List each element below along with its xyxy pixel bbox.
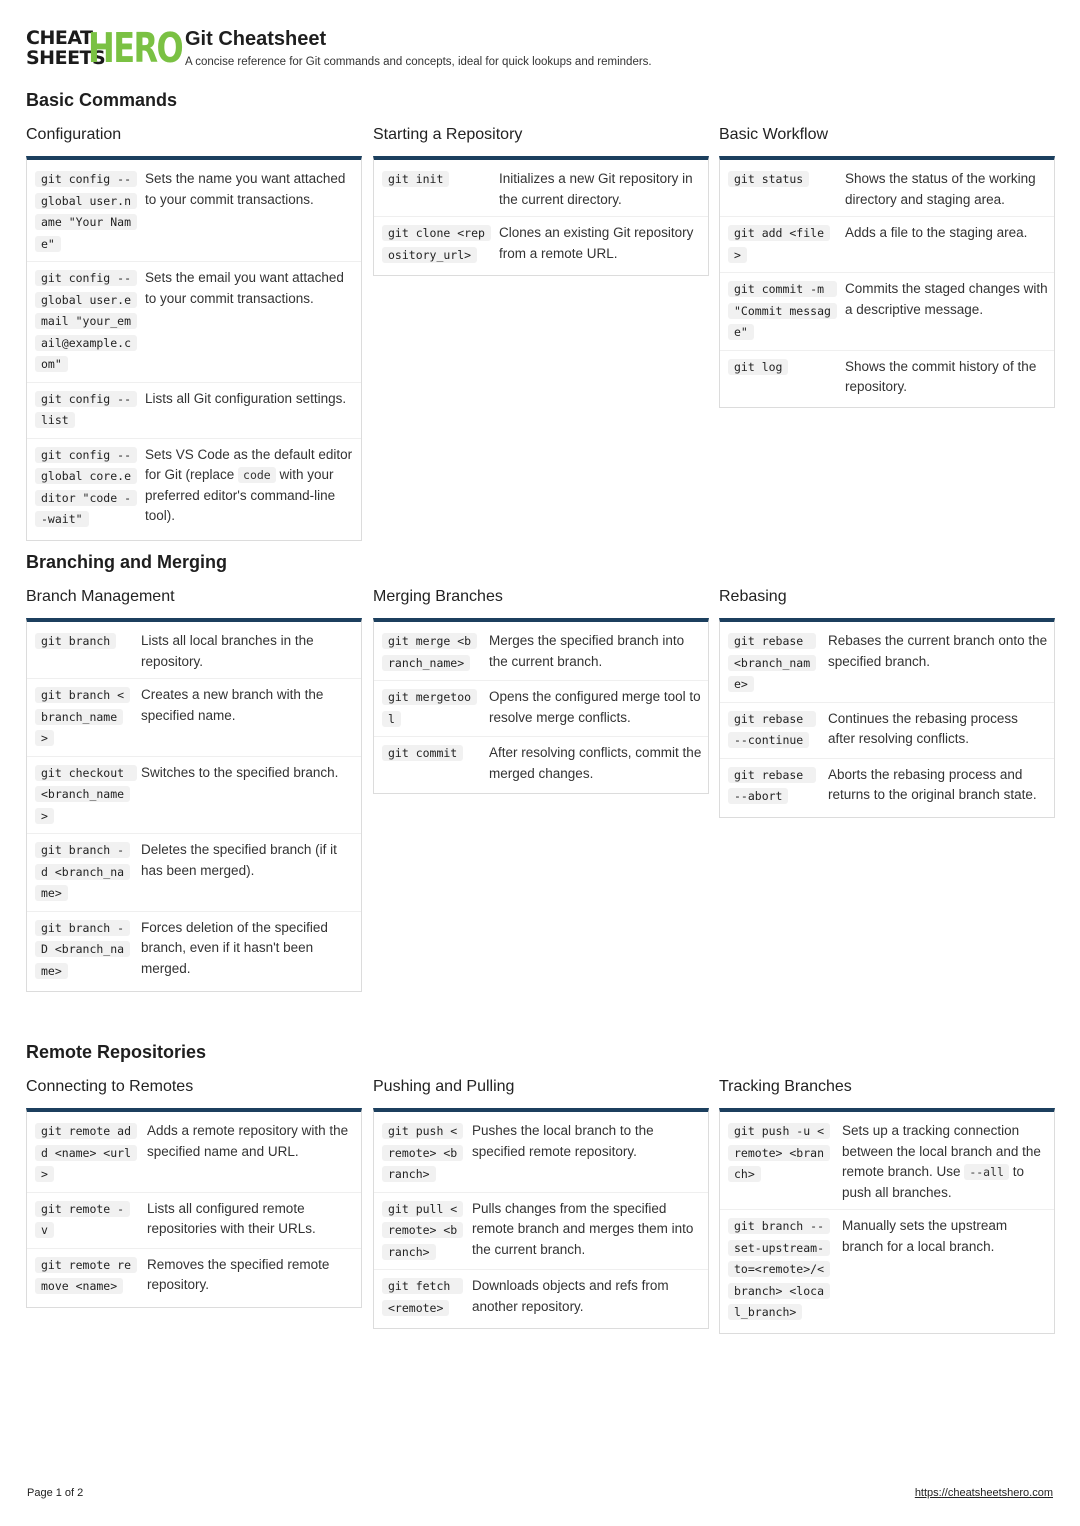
column-branch-management [26,587,362,992]
command-code[interactable]: git checkout <branch_name> [35,763,129,828]
table-row [27,1193,361,1249]
command-table [26,618,362,992]
command-code[interactable]: git log [728,357,833,398]
column-title: Pushing and Pulling [373,1078,515,1095]
page-number: Page 1 of 2 [27,1487,84,1499]
column-basic-workflow [719,125,1055,408]
command-description: Sets up a tracking connection between the local branch and the remote branch. Use --all to push all branches. [842,1123,1041,1200]
command-code[interactable]: git push <remote> <branch> [382,1121,460,1186]
command-description: Sets the email you want attached to your commit transactions. [145,270,344,306]
command-table [719,1108,1055,1334]
command-code[interactable]: git pull <remote> <branch> [382,1199,460,1264]
command-code[interactable]: git config --global user.email "your_email@example.com" [35,268,133,376]
command-description: Downloads objects and refs from another repository. [472,1278,669,1314]
command-code[interactable]: git rebase <branch_name> [728,631,816,696]
column-title: Basic Workflow [719,126,829,143]
footer-link[interactable]: https://cheatsheetshero.com [914,1487,1053,1499]
column-rebasing [719,587,1055,818]
command-code[interactable]: git clone <repository_url> [382,223,487,266]
command-code[interactable]: git push -u <remote> <branch> [728,1121,830,1203]
table-row [720,351,1054,404]
command-description: Pushes the local branch to the specified remote repository. [472,1123,654,1159]
column-configuration [26,125,362,541]
command-table [26,156,362,541]
section-title-remote-repositories: Remote Repositories [26,1042,207,1062]
command-code[interactable]: git merge <branch_name> [382,631,477,674]
command-description: Sets the name you want attached to your commit transactions. [145,171,346,207]
table-row [27,834,361,912]
table-row [27,262,361,383]
column-title: Configuration [26,126,122,143]
command-code[interactable]: git branch --set-upstream-to=<remote>/<branch> <local_branch> [728,1216,830,1324]
command-code[interactable]: git mergetool [382,687,477,730]
command-code[interactable]: git status [728,169,833,210]
command-description: Aborts the rebasing process and returns to the original branch state. [828,766,1037,802]
table-row [27,383,361,439]
inline-code: --all [964,1164,1009,1180]
table-row [720,1210,1054,1330]
logo-text-hero: HERO [88,24,183,72]
table-row [27,625,361,679]
command-code[interactable]: git remote add <name> <url> [35,1121,135,1186]
cheatsheetshero-logo[interactable] [26,24,183,72]
command-code[interactable]: git add <file> [728,223,833,266]
logo-text-sheets: SHEETS [26,47,106,69]
command-description: Shows the commit history of the repository. [845,358,1037,394]
command-table [373,1108,709,1329]
table-row [720,163,1054,217]
command-code[interactable]: git config --list [35,389,133,432]
command-code[interactable]: git commit -m "Commit message" [728,279,833,344]
command-description: Sets VS Code as the default editor for Git (replace code with your preferred editor's command-line tool). [145,446,353,523]
command-table [373,156,709,276]
section-title-branching-and-merging: Branching and Merging [26,552,228,572]
command-description: Lists all local branches in the repository. [141,633,314,669]
column-pushing-and-pulling [373,1077,709,1329]
command-code[interactable]: git remote remove <name> [35,1255,135,1298]
command-code[interactable]: git branch -d <branch_name> [35,840,129,905]
command-description: Merges the specified branch into the current branch. [489,633,685,669]
command-description: Pulls changes from the specified remote branch and merges them into the current branch. [472,1200,694,1257]
table-row [27,679,361,757]
command-description: Deletes the specified branch (if it has been merged). [141,842,337,878]
command-description: Opens the configured merge tool to resolve merge conflicts. [489,689,701,725]
command-code[interactable]: git commit [382,743,477,784]
column-starting-a-repository [373,125,709,276]
command-description: Clones an existing Git repository from a remote URL. [499,225,694,261]
table-row [374,1115,708,1193]
command-code[interactable]: git init [382,169,487,210]
command-description: Rebases the current branch onto the specified branch. [828,633,1048,669]
section-title-basic-commands: Basic Commands [26,90,178,110]
table-row [720,273,1054,351]
command-description: Adds a file to the staging area. [845,225,1028,240]
command-table [719,618,1055,818]
column-tracking-branches [719,1077,1055,1334]
command-description: Continues the rebasing process after resolving conflicts. [828,710,1018,746]
command-code[interactable]: git branch [35,631,129,672]
table-row [374,163,708,217]
table-row [720,625,1054,703]
command-description: Forces deletion of the specified branch, even if it hasn't been merged. [141,919,328,976]
command-description: Adds a remote repository with the specified name and URL. [147,1123,349,1159]
page-subtitle: A concise reference for Git commands and concepts, ideal for quick lookups and reminders. [185,56,652,68]
command-description: Commits the staged changes with a descriptive message. [845,281,1048,317]
table-row [27,439,361,537]
table-row [27,163,361,262]
column-title: Branch Management [26,588,175,605]
command-table [26,1108,362,1308]
table-row [720,703,1054,759]
command-description: Initializes a new Git repository in the current directory. [499,171,693,207]
command-code[interactable]: git config --global core.editor "code --wait" [35,445,133,531]
column-title: Connecting to Remotes [26,1078,194,1095]
command-description: Removes the specified remote repository. [147,1256,330,1292]
table-row [374,737,708,790]
command-table [373,618,709,794]
command-code[interactable]: git branch <branch_name> [35,685,129,750]
table-row [720,217,1054,273]
command-code[interactable]: git fetch <remote> [382,1276,460,1319]
inline-code: code [238,467,276,483]
command-code[interactable]: git rebase --continue [728,709,816,752]
table-row [720,759,1054,814]
command-code[interactable]: git remote -v [35,1199,135,1242]
table-row [720,1115,1054,1210]
column-connecting-to-remotes [26,1077,362,1308]
table-row [27,1115,361,1193]
command-description: Shows the status of the working directory and staging area. [845,171,1036,207]
command-description: After resolving conflicts, commit the merged changes. [489,745,702,781]
table-row [374,681,708,737]
column-title: Tracking Branches [719,1078,852,1095]
command-description: Lists all configured remote repositories with their URLs. [147,1200,316,1236]
command-description: Switches to the specified branch. [141,764,339,780]
column-title: Merging Branches [373,588,503,605]
command-code[interactable]: git config --global user.name "Your Name" [35,169,133,255]
column-title: Starting a Repository [373,126,523,143]
logo-text-cheat: CHEAT [26,27,93,49]
table-row [27,757,361,835]
header [26,26,1056,72]
table-row [374,625,708,681]
command-code[interactable]: git rebase --abort [728,765,816,808]
command-description: Creates a new branch with the specified name. [141,687,324,723]
command-description: Lists all Git configuration settings. [145,390,347,406]
page-title: Git Cheatsheet [185,28,327,50]
table-row [374,1270,708,1325]
column-merging-branches [373,587,709,794]
command-description: Manually sets the upstream branch for a local branch. [842,1218,1008,1254]
table-row [27,912,361,989]
command-table [719,156,1055,408]
column-title: Rebasing [719,588,787,605]
command-code[interactable]: git branch -D <branch_name> [35,918,129,983]
table-row [374,217,708,272]
table-row [27,1249,361,1304]
table-row [374,1193,708,1271]
